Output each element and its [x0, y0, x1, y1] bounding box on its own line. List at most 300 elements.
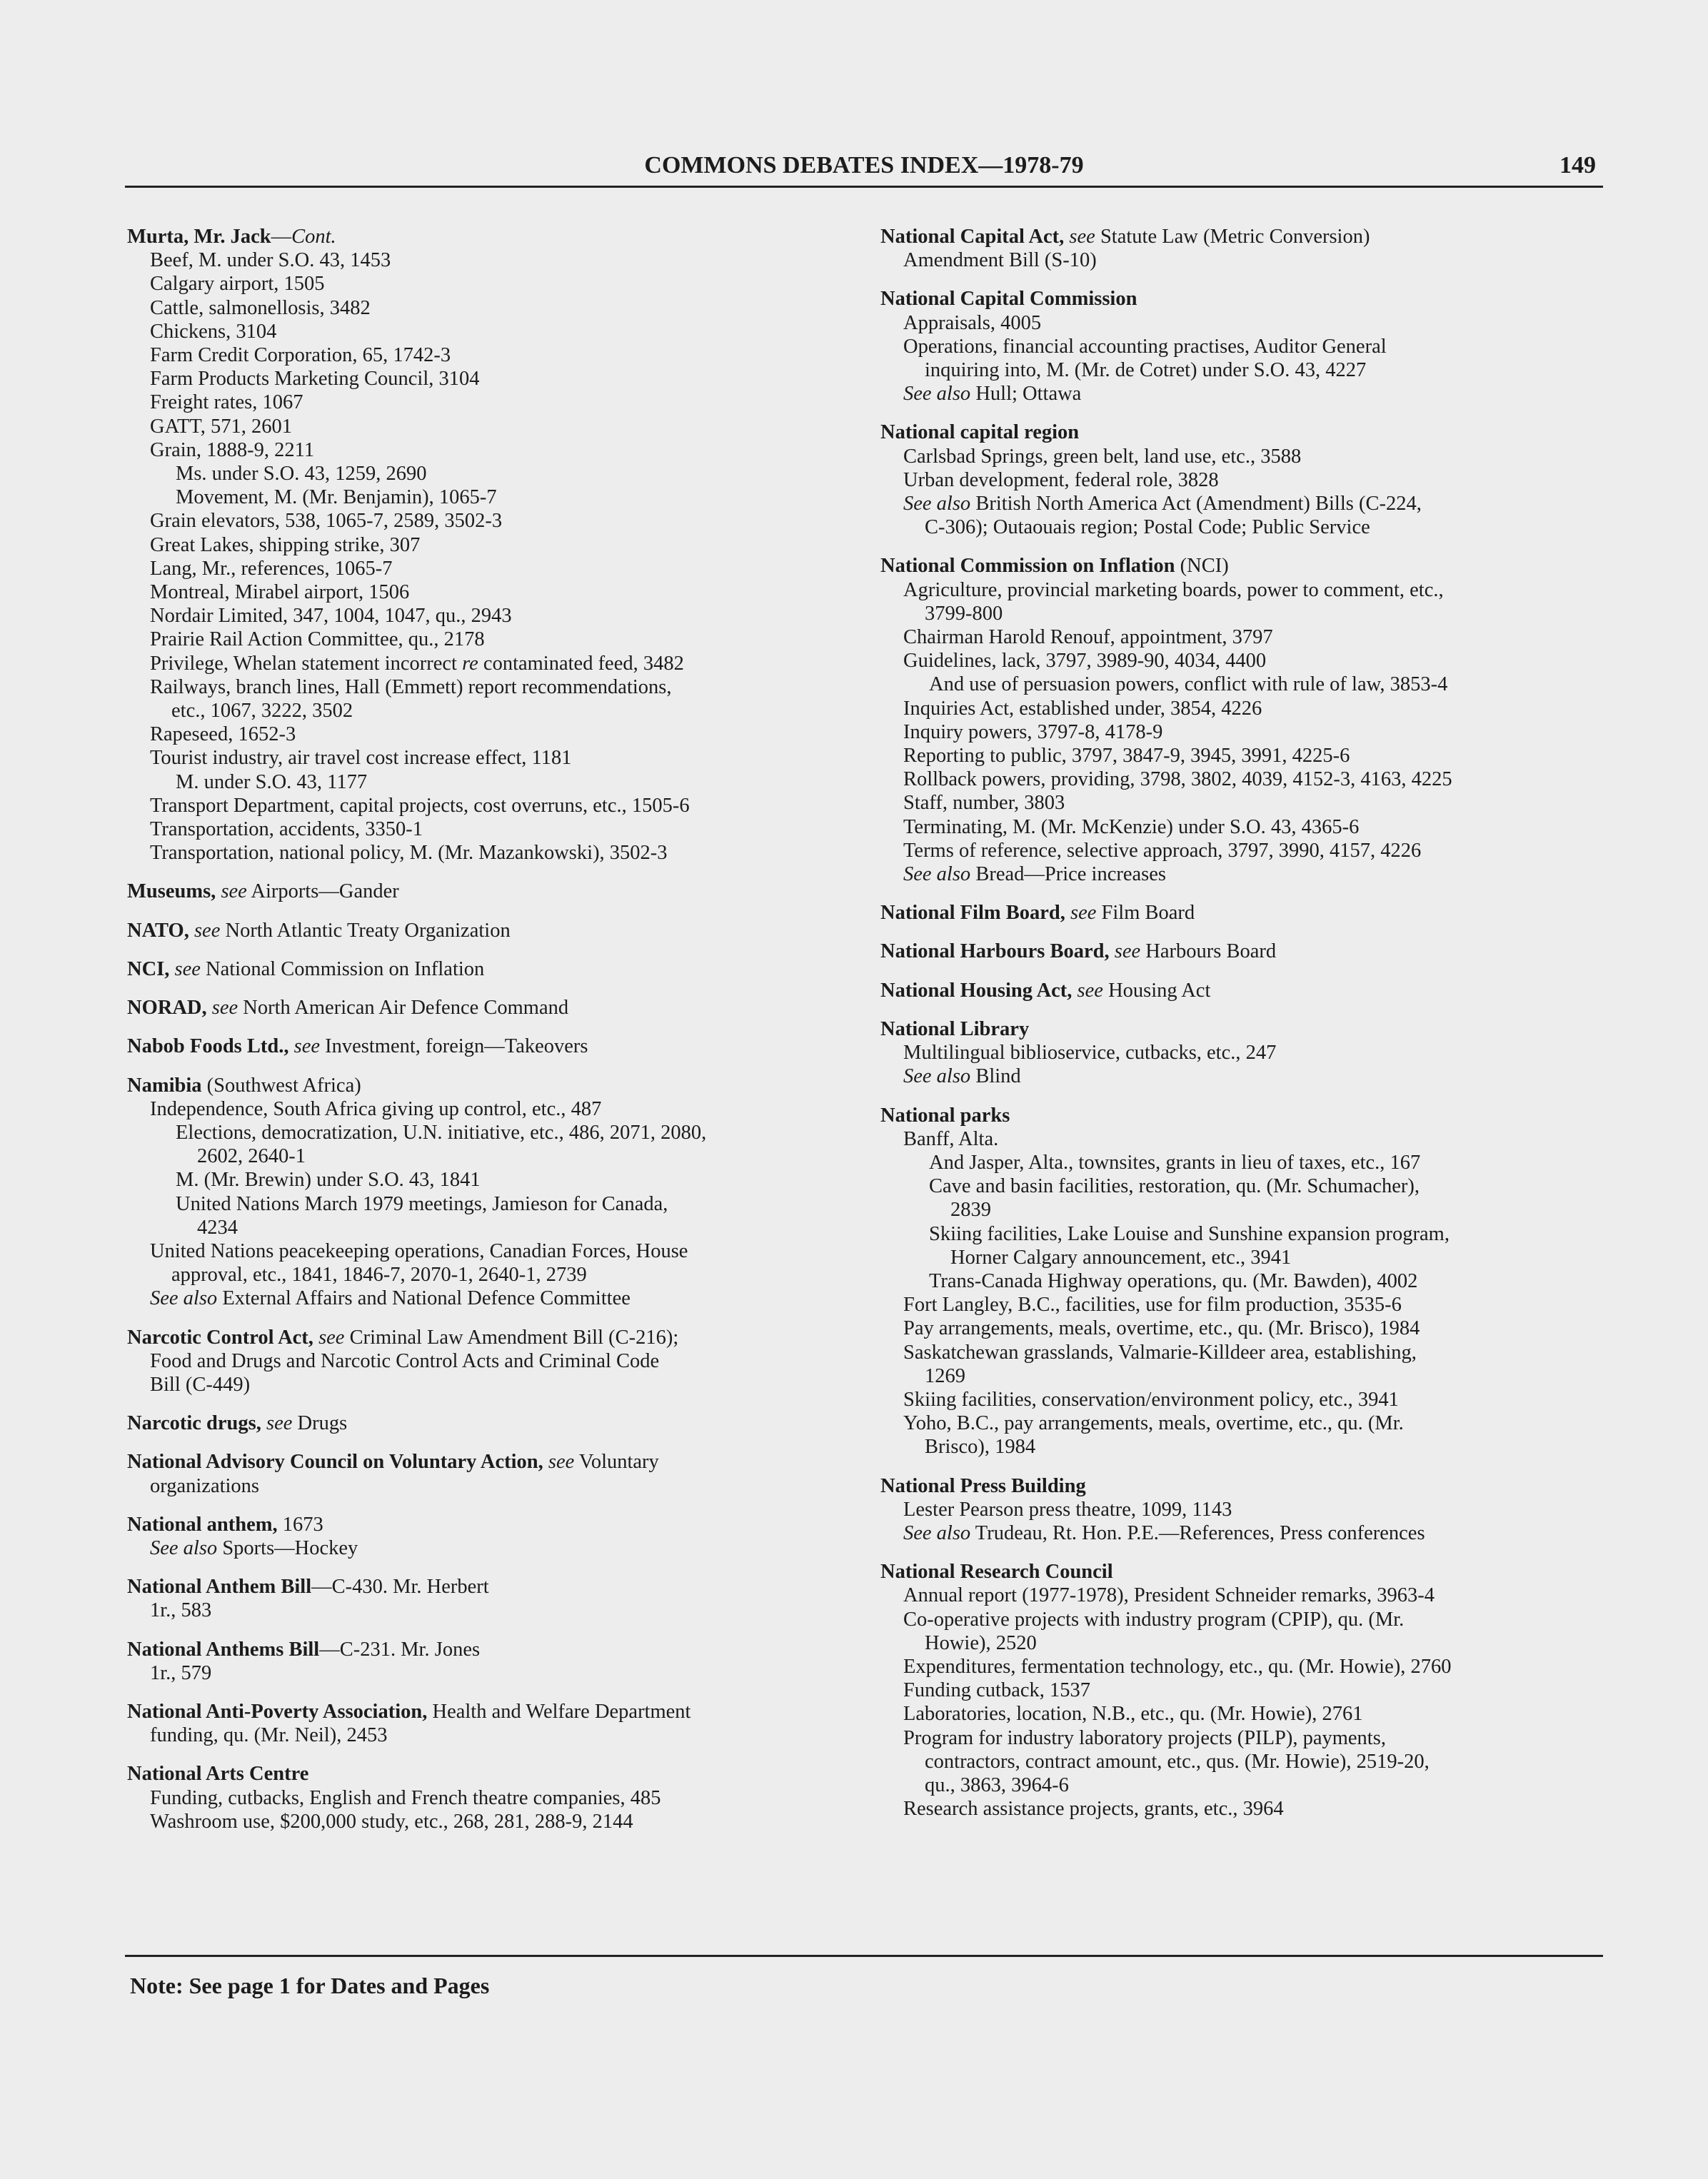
entry-text: 1673 — [277, 1513, 323, 1536]
see-reference: see — [266, 1412, 293, 1435]
subentry-text: Trans-Canada Highway operations, qu. (Mr. Bawden), 4002 — [929, 1269, 1418, 1292]
subentry-text: Agriculture, provincial marketing boards, power to comment, etc., — [903, 578, 1444, 601]
entry-text: Housing Act — [1102, 979, 1211, 1002]
entry-heading-line — [127, 957, 848, 981]
subentry — [880, 1608, 1609, 1631]
index-entry — [127, 957, 848, 981]
see-reference: see — [194, 919, 221, 942]
entry-text: —C-430. Mr. Herbert — [311, 1576, 489, 1599]
subentry-text: United Nations March 1979 meetings, Jamieson for Canada, — [176, 1192, 668, 1215]
subentry-text: 1269 — [925, 1364, 965, 1387]
subentry — [127, 533, 848, 557]
entry-heading: Narcotic drugs, — [127, 1412, 261, 1435]
subentry-text: Washroom use, $200,000 study, etc., 268, 281, 288-9, 2144 — [150, 1810, 633, 1833]
see-reference: see — [174, 957, 201, 980]
entry-continuation: organizations — [150, 1474, 260, 1497]
subentry — [127, 320, 848, 343]
entry-heading-line — [127, 1411, 848, 1435]
entry-heading: Murta, Mr. Jack — [127, 226, 271, 248]
subentry — [880, 1773, 1609, 1797]
subentry — [127, 391, 848, 414]
entry-text: National Commission on Inflation — [200, 957, 485, 980]
subentry-text: contractors, contract amount, etc., qus. (Mr. Howie), 2519-20, — [925, 1750, 1430, 1773]
index-entry — [880, 287, 1609, 406]
subentry-text: Bread—Price increases — [970, 863, 1166, 886]
subentry — [127, 438, 848, 462]
index-entry — [127, 1513, 848, 1560]
subentry-text: Saskatchewan grasslands, Valmarie-Killdeer area, establishing, — [903, 1341, 1417, 1364]
subentry-text: Howie), 2520 — [925, 1631, 1037, 1654]
entry-heading-line — [127, 1575, 848, 1599]
subentry-text: Montreal, Mirabel airport, 1506 — [150, 581, 410, 604]
subentry-text: Prairie Rail Action Committee, qu., 2178 — [150, 628, 485, 651]
subentry — [127, 367, 848, 391]
entry-text: (Southwest Africa) — [201, 1074, 361, 1097]
subentry-text: C-306); Outaouais region; Postal Code; Public Service — [925, 516, 1370, 539]
entry-heading-line — [880, 1560, 1609, 1584]
subentry-text: 2602, 2640-1 — [197, 1145, 306, 1168]
italic-text: See also — [150, 1536, 218, 1559]
subentry-text: Farm Products Marketing Council, 3104 — [150, 368, 480, 391]
subentry — [880, 1246, 1609, 1269]
subentry — [127, 628, 848, 651]
subentry — [127, 1144, 848, 1168]
entry-heading: Nabob Foods Ltd., — [127, 1035, 289, 1058]
italic-text: See also — [903, 863, 971, 886]
subentry — [880, 1151, 1609, 1174]
subentry-text: Chickens, 3104 — [150, 320, 277, 343]
see-reference: see — [1114, 940, 1141, 963]
entry-heading: National Capital Act, — [880, 226, 1065, 248]
subentry — [127, 1239, 848, 1263]
see-reference: see — [1077, 979, 1103, 1002]
subentry-text: Carlsbad Springs, green belt, land use, etc., 3588 — [903, 445, 1302, 468]
subentry — [880, 1269, 1609, 1293]
right-column — [880, 225, 1609, 1836]
subentry — [880, 697, 1609, 720]
index-entry — [880, 1560, 1609, 1821]
subentry — [880, 1198, 1609, 1222]
entry-heading: Narcotic Control Act, — [127, 1326, 313, 1349]
subentry — [880, 768, 1609, 791]
entry-heading: NCI, — [127, 957, 170, 980]
subentry-text: And Jasper, Alta., townsites, grants in lieu of taxes, etc., 167 — [929, 1151, 1421, 1174]
see-reference: see — [1070, 902, 1097, 925]
entry-heading-line — [880, 287, 1609, 311]
entry-text: — — [271, 226, 292, 248]
subentry-text: Ms. under S.O. 43, 1259, 2690 — [176, 463, 427, 485]
entry-heading: National Anthems Bill — [127, 1638, 320, 1661]
subentry — [880, 1127, 1609, 1151]
subentry — [880, 1726, 1609, 1750]
subentry-text: Laboratories, location, N.B., etc., qu. (Mr. Howie), 2761 — [903, 1703, 1363, 1726]
entry-heading: Namibia — [127, 1074, 202, 1097]
subentry — [880, 839, 1609, 862]
subentry — [127, 1536, 848, 1560]
entry-heading: National Harbours Board, — [880, 940, 1110, 963]
entry-heading-line — [127, 1035, 848, 1058]
subentry-text: Great Lakes, shipping strike, 307 — [150, 533, 421, 556]
index-entry — [127, 1035, 848, 1058]
index-entry — [880, 940, 1609, 963]
entry-heading: National Anthem Bill — [127, 1576, 312, 1599]
subentry-text: Independence, South Africa giving up control, etc., 487 — [150, 1097, 602, 1120]
entry-heading-line — [880, 1017, 1609, 1041]
entry-text: Film Board — [1096, 902, 1195, 925]
subentry-text: Skiing facilities, conservation/environment policy, etc., 3941 — [903, 1388, 1399, 1411]
entry-heading: National Advisory Council on Voluntary Action, — [127, 1451, 543, 1474]
subentry — [880, 1498, 1609, 1521]
subentry — [880, 602, 1609, 625]
subentry — [127, 462, 848, 485]
entry-continuation: Food and Drugs and Narcotic Control Acts and Criminal Code — [150, 1349, 660, 1372]
subentry — [880, 1222, 1609, 1246]
subentry-text: Inquiry powers, 3797-8, 4178-9 — [903, 720, 1163, 743]
index-entry — [127, 1575, 848, 1622]
see-reference: see — [293, 1035, 320, 1058]
subentry-text: qu., 3863, 3964-6 — [925, 1773, 1069, 1796]
subentry-text: British North America Act (Amendment) Bills (C-224, — [970, 493, 1422, 515]
subentry — [880, 1293, 1609, 1317]
subentry — [880, 625, 1609, 649]
subentry-text: Appraisals, 4005 — [903, 311, 1042, 334]
subentry — [880, 720, 1609, 744]
see-reference: see — [221, 880, 247, 903]
subentry-text: Pay arrangements, meals, overtime, etc., qu. (Mr. Brisco), 1984 — [903, 1317, 1420, 1340]
subentry — [127, 1216, 848, 1239]
entry-heading-line — [880, 901, 1609, 925]
entry-heading-line — [127, 880, 848, 903]
subentry — [127, 1661, 848, 1685]
entry-heading: National Film Board, — [880, 902, 1065, 925]
subentry — [127, 343, 848, 367]
subentry-text: Farm Credit Corporation, 65, 1742-3 — [150, 344, 451, 367]
subentry-text: Program for industry laboratory projects (PILP), payments, — [903, 1726, 1386, 1749]
subentry — [880, 1797, 1609, 1821]
subentry — [127, 699, 848, 723]
subentry-text: Privilege, Whelan statement incorrect — [150, 652, 463, 675]
subentry — [880, 1364, 1609, 1388]
subentry-text: 1r., 583 — [150, 1599, 212, 1622]
subentry — [880, 744, 1609, 768]
subentry — [127, 1168, 848, 1192]
subentry — [880, 1041, 1609, 1065]
entry-heading: National anthem, — [127, 1513, 278, 1536]
subentry — [127, 746, 848, 770]
subentry-text: External Affairs and National Defence Committee — [217, 1287, 631, 1310]
subentry-text: Transportation, national policy, M. (Mr. Mazankowski), 3502-3 — [150, 842, 668, 865]
entry-heading-line — [127, 1074, 848, 1097]
subentry — [127, 1599, 848, 1622]
index-entry — [880, 1104, 1609, 1459]
subentry — [880, 673, 1609, 696]
entry-heading-line — [127, 919, 848, 942]
entry-heading-line — [127, 1450, 848, 1474]
entry-text: Investment, foreign—Takeovers — [320, 1035, 588, 1058]
subentry-text: contaminated feed, 3482 — [478, 652, 684, 675]
entry-heading: National capital region — [880, 421, 1080, 444]
subentry-text: Lester Pearson press theatre, 1099, 1143 — [903, 1498, 1232, 1521]
entry-text: North American Air Defence Command — [238, 997, 569, 1020]
left-column — [127, 225, 848, 1848]
subentry — [127, 557, 848, 580]
entry-heading: National Commission on Inflation — [880, 555, 1175, 578]
page-title: COMMONS DEBATES INDEX—1978-79 — [644, 152, 1084, 178]
entry-text: Drugs — [292, 1412, 348, 1435]
subentry-text: 3799-800 — [925, 602, 1003, 625]
subentry-text: Railways, branch lines, Hall (Emmett) report recommendations, — [150, 675, 672, 698]
subentry — [127, 675, 848, 699]
subentry-text: Co-operative projects with industry program (CPIP), qu. (Mr. — [903, 1608, 1405, 1631]
subentry-text: 1r., 579 — [150, 1661, 212, 1684]
subentry-text: Blind — [970, 1065, 1021, 1088]
italic-text: See also — [903, 1065, 971, 1088]
see-reference: see — [318, 1326, 345, 1349]
subentry — [880, 335, 1609, 358]
index-entry — [880, 554, 1609, 886]
footer-rule — [125, 1955, 1603, 1957]
subentry-text: Cattle, salmonellosis, 3482 — [150, 296, 371, 319]
subentry-text: 2839 — [950, 1199, 991, 1222]
entry-heading: NATO, — [127, 919, 189, 942]
entry-heading: National Library — [880, 1017, 1030, 1040]
subentry-text: And use of persuasion powers, conflict with rule of law, 3853-4 — [929, 673, 1448, 696]
subentry — [880, 1655, 1609, 1679]
header-rule — [125, 186, 1603, 188]
subentry — [127, 817, 848, 841]
entry-heading-line — [880, 1474, 1609, 1498]
index-entry — [880, 901, 1609, 925]
subentry-text: Transport Department, capital projects, cost overruns, etc., 1505-6 — [150, 794, 690, 817]
subentry — [880, 1435, 1609, 1459]
subentry-text: Guidelines, lack, 3797, 3989-90, 4034, 4400 — [903, 650, 1267, 673]
entry-heading-line — [880, 225, 1609, 248]
subentry — [880, 1679, 1609, 1702]
index-entry — [127, 1638, 848, 1685]
entry-heading: Museums, — [127, 880, 216, 903]
subentry — [127, 415, 848, 438]
subentry-text: Yoho, B.C., pay arrangements, meals, overtime, etc., qu. (Mr. — [903, 1412, 1404, 1435]
subentry — [127, 1121, 848, 1144]
subentry — [880, 1521, 1609, 1545]
subentry — [880, 815, 1609, 839]
entry-heading: National Anti-Poverty Association, — [127, 1700, 428, 1723]
subentry — [880, 1631, 1609, 1655]
subentry — [880, 311, 1609, 335]
see-reference: see — [548, 1451, 575, 1474]
entry-heading-line — [127, 996, 848, 1020]
footer-note: Note: See page 1 for Dates and Pages — [130, 1973, 490, 1998]
subentry — [127, 509, 848, 533]
see-reference: see — [1069, 226, 1095, 248]
entry-heading-line — [127, 1762, 848, 1786]
italic-text: See also — [903, 493, 971, 515]
subentry — [880, 515, 1609, 539]
subentry-text: Horner Calgary announcement, etc., 3941 — [950, 1246, 1292, 1269]
subentry — [127, 723, 848, 746]
subentry-text: Beef, M. under S.O. 43, 1453 — [150, 249, 391, 272]
italic-text: See also — [150, 1287, 218, 1310]
subentry-text: Tourist industry, air travel cost increase effect, 1181 — [150, 747, 572, 770]
subentry-text: approval, etc., 1841, 1846-7, 2070-1, 2640-1, 2739 — [171, 1264, 587, 1287]
entry-heading-line — [127, 1513, 848, 1536]
entry-continuation: Bill (C-449) — [150, 1373, 251, 1396]
entry-continuation: Amendment Bill (S-10) — [903, 249, 1097, 272]
subentry — [127, 652, 848, 675]
index-entry — [127, 1326, 848, 1397]
subentry-text: Grain elevators, 538, 1065-7, 2589, 3502-3 — [150, 510, 503, 533]
index-entry — [127, 880, 848, 903]
subentry — [127, 580, 848, 604]
entry-heading-line — [880, 421, 1609, 444]
subentry-text: etc., 1067, 3222, 3502 — [171, 700, 353, 723]
index-entry — [127, 1450, 848, 1497]
subentry-text: Operations, financial accounting practises, Auditor General — [903, 335, 1387, 358]
subentry — [127, 604, 848, 628]
index-entry — [127, 225, 848, 865]
subentry — [880, 492, 1609, 515]
subentry-text: Terminating, M. (Mr. McKenzie) under S.O. 43, 4365-6 — [903, 815, 1360, 838]
index-entry — [127, 1411, 848, 1435]
subentry — [127, 1263, 848, 1287]
subentry — [880, 1750, 1609, 1773]
subentry — [127, 296, 848, 320]
entry-continuation: funding, qu. (Mr. Neil), 2453 — [150, 1724, 388, 1747]
subentry-text: Fort Langley, B.C., facilities, use for film production, 3535-6 — [903, 1294, 1402, 1317]
subentry — [127, 1287, 848, 1310]
subentry — [127, 272, 848, 296]
italic-text: re — [462, 652, 478, 675]
entry-text: North Atlantic Treaty Organization — [220, 919, 511, 942]
subentry-text: Transportation, accidents, 3350-1 — [150, 818, 423, 841]
subentry — [880, 862, 1609, 886]
entry-heading-line — [880, 940, 1609, 963]
subentry-text: Calgary airport, 1505 — [150, 273, 325, 296]
subentry — [127, 770, 848, 794]
subentry-text: Brisco), 1984 — [925, 1436, 1036, 1459]
subentry-text: M. under S.O. 43, 1177 — [176, 770, 368, 793]
subentry — [880, 445, 1609, 468]
subentry — [880, 1174, 1609, 1198]
subentry — [880, 358, 1609, 382]
subentry — [127, 248, 848, 272]
index-entry — [880, 979, 1609, 1002]
subentry — [127, 1810, 848, 1833]
entry-text: —C-231. Mr. Jones — [319, 1638, 481, 1661]
italic-text: See also — [903, 383, 971, 406]
entry-heading-line — [127, 1638, 848, 1661]
subentry — [880, 1317, 1609, 1340]
subentry-text: Urban development, federal role, 3828 — [903, 468, 1219, 491]
running-head — [125, 146, 1603, 188]
entry-text: (NCI) — [1175, 555, 1229, 578]
subentry-text: Freight rates, 1067 — [150, 391, 303, 414]
index-entry — [880, 225, 1609, 272]
index-entry — [127, 1074, 848, 1311]
entry-heading: National Research Council — [880, 1561, 1113, 1584]
subentry — [127, 1097, 848, 1121]
subentry — [880, 1388, 1609, 1411]
subentry-text: GATT, 571, 2601 — [150, 415, 292, 438]
entry-heading-line — [127, 1326, 848, 1349]
entry-heading-line — [127, 225, 848, 248]
index-entry — [880, 1474, 1609, 1546]
subentry-text: Funding, cutbacks, English and French theatre companies, 485 — [150, 1786, 661, 1809]
continued-marker: Cont. — [291, 226, 336, 248]
entry-heading: National Arts Centre — [127, 1763, 309, 1786]
subentry-text: Movement, M. (Mr. Benjamin), 1065-7 — [176, 486, 497, 509]
subentry-text: Terms of reference, selective approach, 3797, 3990, 4157, 4226 — [903, 839, 1422, 862]
subentry — [127, 841, 848, 865]
see-reference: see — [211, 997, 238, 1020]
index-entry — [880, 421, 1609, 539]
subentry — [880, 1702, 1609, 1726]
entry-heading: National Capital Commission — [880, 288, 1137, 311]
subentry-text: Reporting to public, 3797, 3847-9, 3945, 3991, 4225-6 — [903, 745, 1350, 768]
index-entry — [127, 1700, 848, 1747]
subentry — [127, 794, 848, 817]
entry-heading: National Housing Act, — [880, 979, 1072, 1002]
subentry-text: Cave and basin facilities, restoration, qu. (Mr. Schumacher), — [929, 1175, 1420, 1198]
subentry-text: Multilingual biblioservice, cutbacks, etc., 247 — [903, 1042, 1277, 1065]
entry-heading-line — [127, 1700, 848, 1723]
subentry-text: 4234 — [197, 1216, 238, 1239]
subentry-text: Sports—Hockey — [217, 1536, 358, 1559]
subentry-text: Trudeau, Rt. Hon. P.E.—References, Press conferences — [970, 1521, 1425, 1544]
entry-heading: National parks — [880, 1104, 1010, 1127]
entry-text: Health and Welfare Department — [427, 1700, 691, 1723]
subentry-text: Expenditures, fermentation technology, etc., qu. (Mr. Howie), 2760 — [903, 1655, 1452, 1678]
subentry-text: Rapeseed, 1652-3 — [150, 723, 296, 746]
subentry — [880, 791, 1609, 815]
subentry-text: Lang, Mr., references, 1065-7 — [150, 557, 393, 580]
entry-heading-line — [880, 554, 1609, 578]
subentry — [880, 1065, 1609, 1088]
subentry — [880, 1584, 1609, 1607]
subentry-text: Hull; Ottawa — [970, 383, 1082, 406]
subentry-text: Skiing facilities, Lake Louise and Sunshine expansion program, — [929, 1222, 1450, 1245]
subentry — [880, 578, 1609, 602]
subentry-text: Inquiries Act, established under, 3854, 4226 — [903, 697, 1262, 720]
index-entry — [127, 919, 848, 942]
subentry-text: Banff, Alta. — [903, 1127, 999, 1150]
index-entry — [127, 1762, 848, 1833]
subentry — [880, 468, 1609, 492]
subentry — [127, 485, 848, 509]
entry-heading: NORAD, — [127, 997, 207, 1020]
subentry-text: United Nations peacekeeping operations, Canadian Forces, House — [150, 1239, 688, 1262]
entry-heading-line — [880, 979, 1609, 1002]
subentry-text: Nordair Limited, 347, 1004, 1047, qu., 2943 — [150, 605, 512, 628]
subentry-text: inquiring into, M. (Mr. de Cotret) under S.O. 43, 4227 — [925, 359, 1367, 382]
subentry — [880, 649, 1609, 673]
subentry-text: Elections, democratization, U.N. initiative, etc., 486, 2071, 2080, — [176, 1121, 707, 1144]
italic-text: See also — [903, 1521, 971, 1544]
subentry — [127, 1192, 848, 1216]
subentry — [880, 1341, 1609, 1364]
subentry-text: Funding cutback, 1537 — [903, 1679, 1091, 1702]
entry-heading: National Press Building — [880, 1474, 1086, 1497]
subentry-text: Grain, 1888-9, 2211 — [150, 438, 315, 461]
entry-text: Statute Law (Metric Conversion) — [1095, 226, 1370, 248]
entry-text: Criminal Law Amendment Bill (C-216); — [344, 1326, 679, 1349]
entry-heading-line — [880, 1104, 1609, 1127]
subentry-text: Rollback powers, providing, 3798, 3802, 4039, 4152-3, 4163, 4225 — [903, 768, 1452, 791]
subentry — [880, 1411, 1609, 1435]
subentry-text: M. (Mr. Brewin) under S.O. 43, 1841 — [176, 1169, 481, 1192]
entry-text: Voluntary — [574, 1451, 659, 1474]
page-number: 149 — [1559, 152, 1596, 178]
